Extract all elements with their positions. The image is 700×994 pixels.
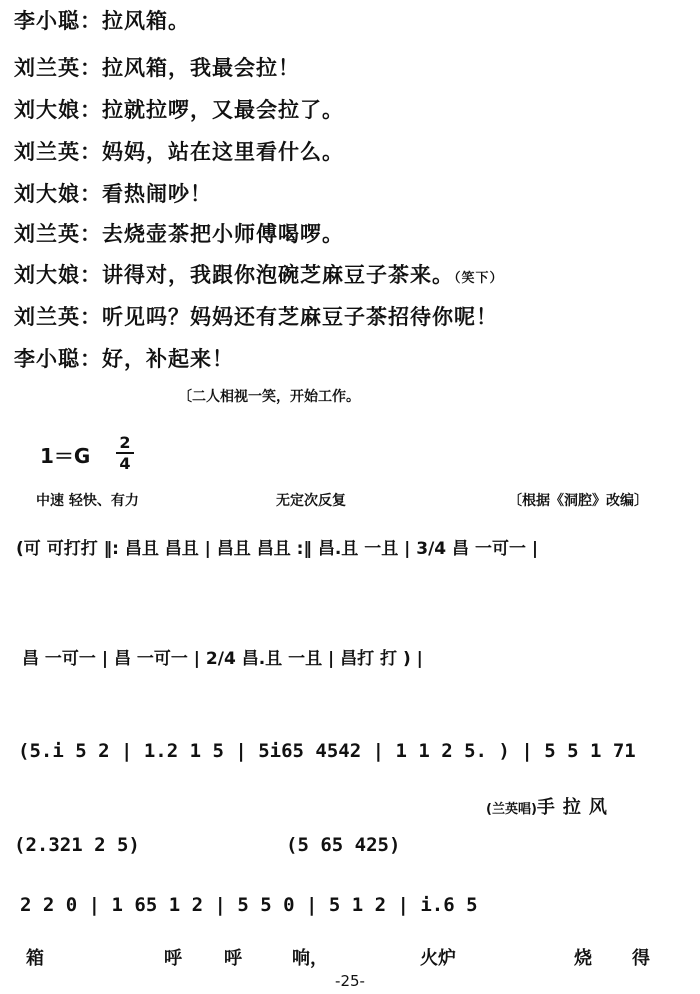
source-note: 〔根据《洞腔》改编〕	[508, 493, 648, 509]
dialogue-line: 李小聪：好，补起来！	[14, 347, 234, 371]
lyric: 呼	[164, 948, 182, 969]
lyric: 烧	[574, 948, 592, 969]
dialogue-line: 刘大娘：拉就拉啰，又最会拉了。	[14, 98, 344, 122]
dialogue-line: 刘兰英：去烧壶茶把小师傅喝啰。	[14, 222, 344, 246]
melody-row-3: (5.i 5 2 | 1.2 1 5 | 5i65 4542 | 1 1 2 5. ) | 5 5 1 71	[18, 740, 636, 762]
dialogue-line: 李小聪：拉风箱。	[14, 9, 190, 33]
percussion-row-1: (可 可打打 ‖: 昌且 昌且 | 昌且 昌且 :‖ 昌.且 一且 | 3/4 昌 一可一 |	[16, 539, 539, 559]
dialogue-line: 刘兰英：妈妈，站在这里看什么。	[14, 140, 344, 164]
dialogue-line: 刘兰英：听见吗？妈妈还有芝麻豆子茶招待你呢！	[14, 305, 498, 329]
stage-direction: 〔二人相视一笑，开始工作。	[178, 389, 360, 405]
melody-row-4a: (2.321 2 5)	[14, 834, 140, 856]
melody-row-4b: (5 65 425)	[286, 834, 401, 856]
lyric: 火炉	[420, 948, 456, 969]
page-number: -25-	[335, 972, 365, 990]
key-signature: 1＝G	[40, 444, 91, 468]
tempo-marking: 中速 轻快、有力	[36, 493, 139, 509]
dialogue-line: 刘大娘：讲得对，我跟你泡碗芝麻豆子茶来。（笑下）	[14, 263, 504, 287]
dialogue-line: 刘兰英：拉风箱，我最会拉！	[14, 56, 300, 80]
lyric: 响，	[292, 948, 328, 969]
lyric: 箱	[26, 948, 44, 969]
lyric: 得	[632, 948, 650, 969]
dialogue-line: 刘大娘：看热闹吵！	[14, 182, 212, 206]
singer-label: (兰英唱)手拉风	[486, 797, 615, 818]
percussion-row-2: 昌 一可一 | 昌 一可一 | 2/4 昌.且 一且 | 昌打 打 ) |	[22, 649, 423, 669]
melody-row-5: 2 2 0 | 1 65 1 2 | 5 5 0 | 5 1 2 | i.6 5	[20, 894, 478, 916]
stage-note: （笑下）	[454, 271, 504, 286]
time-signature: 2 4	[116, 434, 134, 472]
repeat-note: 无定次反复	[276, 493, 346, 509]
lyric: 呼	[224, 948, 242, 969]
